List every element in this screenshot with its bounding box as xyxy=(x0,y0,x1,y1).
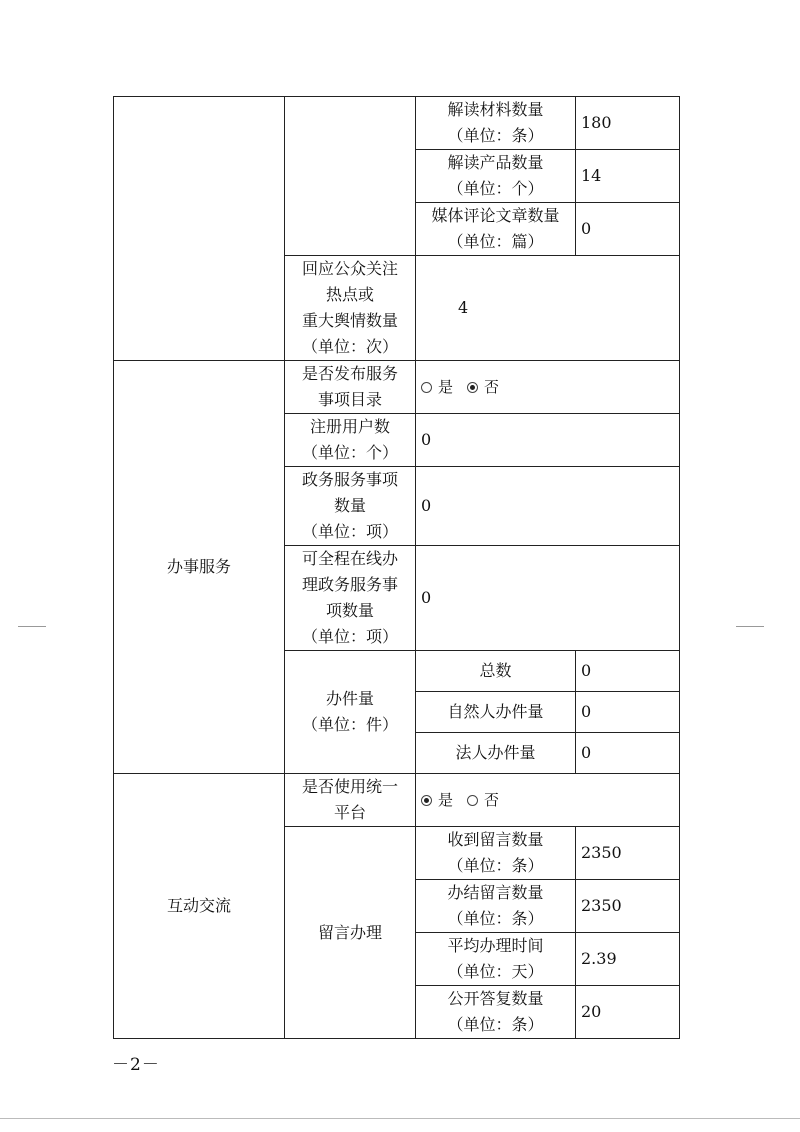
radio-yes[interactable] xyxy=(421,795,432,806)
scan-mark-right xyxy=(736,626,764,627)
value-cell: 0 xyxy=(576,692,680,733)
row-label xyxy=(285,651,416,774)
unit-text: （单位：个） xyxy=(447,179,544,198)
value-cell: 0 xyxy=(576,733,680,774)
label-text: 平均办理时间 xyxy=(447,936,544,955)
unit-text: （单位：篇） xyxy=(447,232,544,251)
unit-text: （单位：条） xyxy=(447,126,544,145)
label-text: 重大舆情数量 xyxy=(301,311,398,330)
label-text: 办件量 xyxy=(325,689,374,708)
scan-mark-left xyxy=(18,626,46,627)
page-number: －2－ xyxy=(112,1055,160,1075)
row-label xyxy=(285,256,416,361)
row-label xyxy=(416,827,576,880)
bottom-rule xyxy=(0,1118,800,1119)
radio-cell xyxy=(416,361,680,414)
label-text: 办结留言数量 xyxy=(447,883,544,902)
value-cell: 0 xyxy=(416,414,680,467)
row-label xyxy=(416,97,576,150)
value-cell: 0 xyxy=(576,203,680,256)
label-text: 解读产品数量 xyxy=(447,153,544,172)
label-text: 是否使用统一 xyxy=(301,777,398,796)
unified-platform-radio-group xyxy=(421,787,674,813)
label-text: 公开答复数量 xyxy=(447,989,544,1008)
label-text: 可全程在线办 xyxy=(301,549,398,568)
value-cell: 180 xyxy=(576,97,680,150)
sub-label: 自然人办件量 xyxy=(416,692,576,733)
unit-text: （单位：条） xyxy=(447,1015,544,1034)
empty-subcategory-cell xyxy=(285,97,416,256)
radio-no[interactable] xyxy=(467,382,478,393)
unit-text: （单位：天） xyxy=(447,962,544,981)
value-cell: 0 xyxy=(416,546,680,651)
unit-text: （单位：条） xyxy=(447,856,544,875)
empty-category-cell xyxy=(114,97,285,361)
value-cell: 14 xyxy=(576,150,680,203)
radio-yes-label: 是 xyxy=(438,378,454,396)
category-cell: 办事服务 xyxy=(114,361,285,774)
radio-cell xyxy=(416,774,680,827)
radio-yes-label: 是 xyxy=(438,791,454,809)
row-label xyxy=(416,150,576,203)
value-cell: 2.39 xyxy=(576,933,680,986)
row-label xyxy=(416,986,576,1039)
label-text: 是否发布服务 xyxy=(301,364,398,383)
value-cell: 0 xyxy=(576,651,680,692)
unit-text: （单位：次） xyxy=(301,337,398,356)
row-label xyxy=(416,880,576,933)
label-text: 数量 xyxy=(333,496,366,515)
table-row xyxy=(114,361,680,414)
label-text: 注册用户数 xyxy=(309,417,390,436)
label-text: 收到留言数量 xyxy=(447,830,544,849)
label-text: 回应公众关注 xyxy=(301,259,398,278)
report-table xyxy=(113,96,680,1039)
radio-no-label: 否 xyxy=(484,791,500,809)
value-cell: 2350 xyxy=(576,827,680,880)
label-text: 媒体评论文章数量 xyxy=(431,206,560,225)
row-label: 留言办理 xyxy=(285,827,416,1039)
radio-no-label: 否 xyxy=(484,378,500,396)
unit-text: （单位：个） xyxy=(301,443,398,462)
row-label xyxy=(285,774,416,827)
label-text: 政务服务事项 xyxy=(301,470,398,489)
label-text: 解读材料数量 xyxy=(447,100,544,119)
value-cell: 0 xyxy=(416,467,680,546)
label-text: 理政务服务事 xyxy=(301,575,398,594)
value-cell: 4 xyxy=(416,256,680,361)
label-text: 事项目录 xyxy=(317,390,382,409)
row-label xyxy=(285,361,416,414)
publish-catalog-radio-group xyxy=(421,374,674,400)
label-text: 热点或 xyxy=(325,285,374,304)
radio-yes[interactable] xyxy=(421,382,432,393)
sub-label: 法人办件量 xyxy=(416,733,576,774)
row-label xyxy=(416,203,576,256)
radio-no[interactable] xyxy=(467,795,478,806)
value-cell: 2350 xyxy=(576,880,680,933)
row-label xyxy=(285,414,416,467)
label-text: 项数量 xyxy=(325,601,374,620)
table-row xyxy=(114,97,680,150)
row-label xyxy=(285,467,416,546)
label-text: 平台 xyxy=(333,803,366,822)
unit-text: （单位：项） xyxy=(301,522,398,541)
row-label xyxy=(416,933,576,986)
table-row xyxy=(114,774,680,827)
value-cell: 20 xyxy=(576,986,680,1039)
unit-text: （单位：件） xyxy=(301,715,398,734)
row-label xyxy=(285,546,416,651)
category-cell: 互动交流 xyxy=(114,774,285,1039)
unit-text: （单位：项） xyxy=(301,627,398,646)
sub-label: 总数 xyxy=(416,651,576,692)
unit-text: （单位：条） xyxy=(447,909,544,928)
